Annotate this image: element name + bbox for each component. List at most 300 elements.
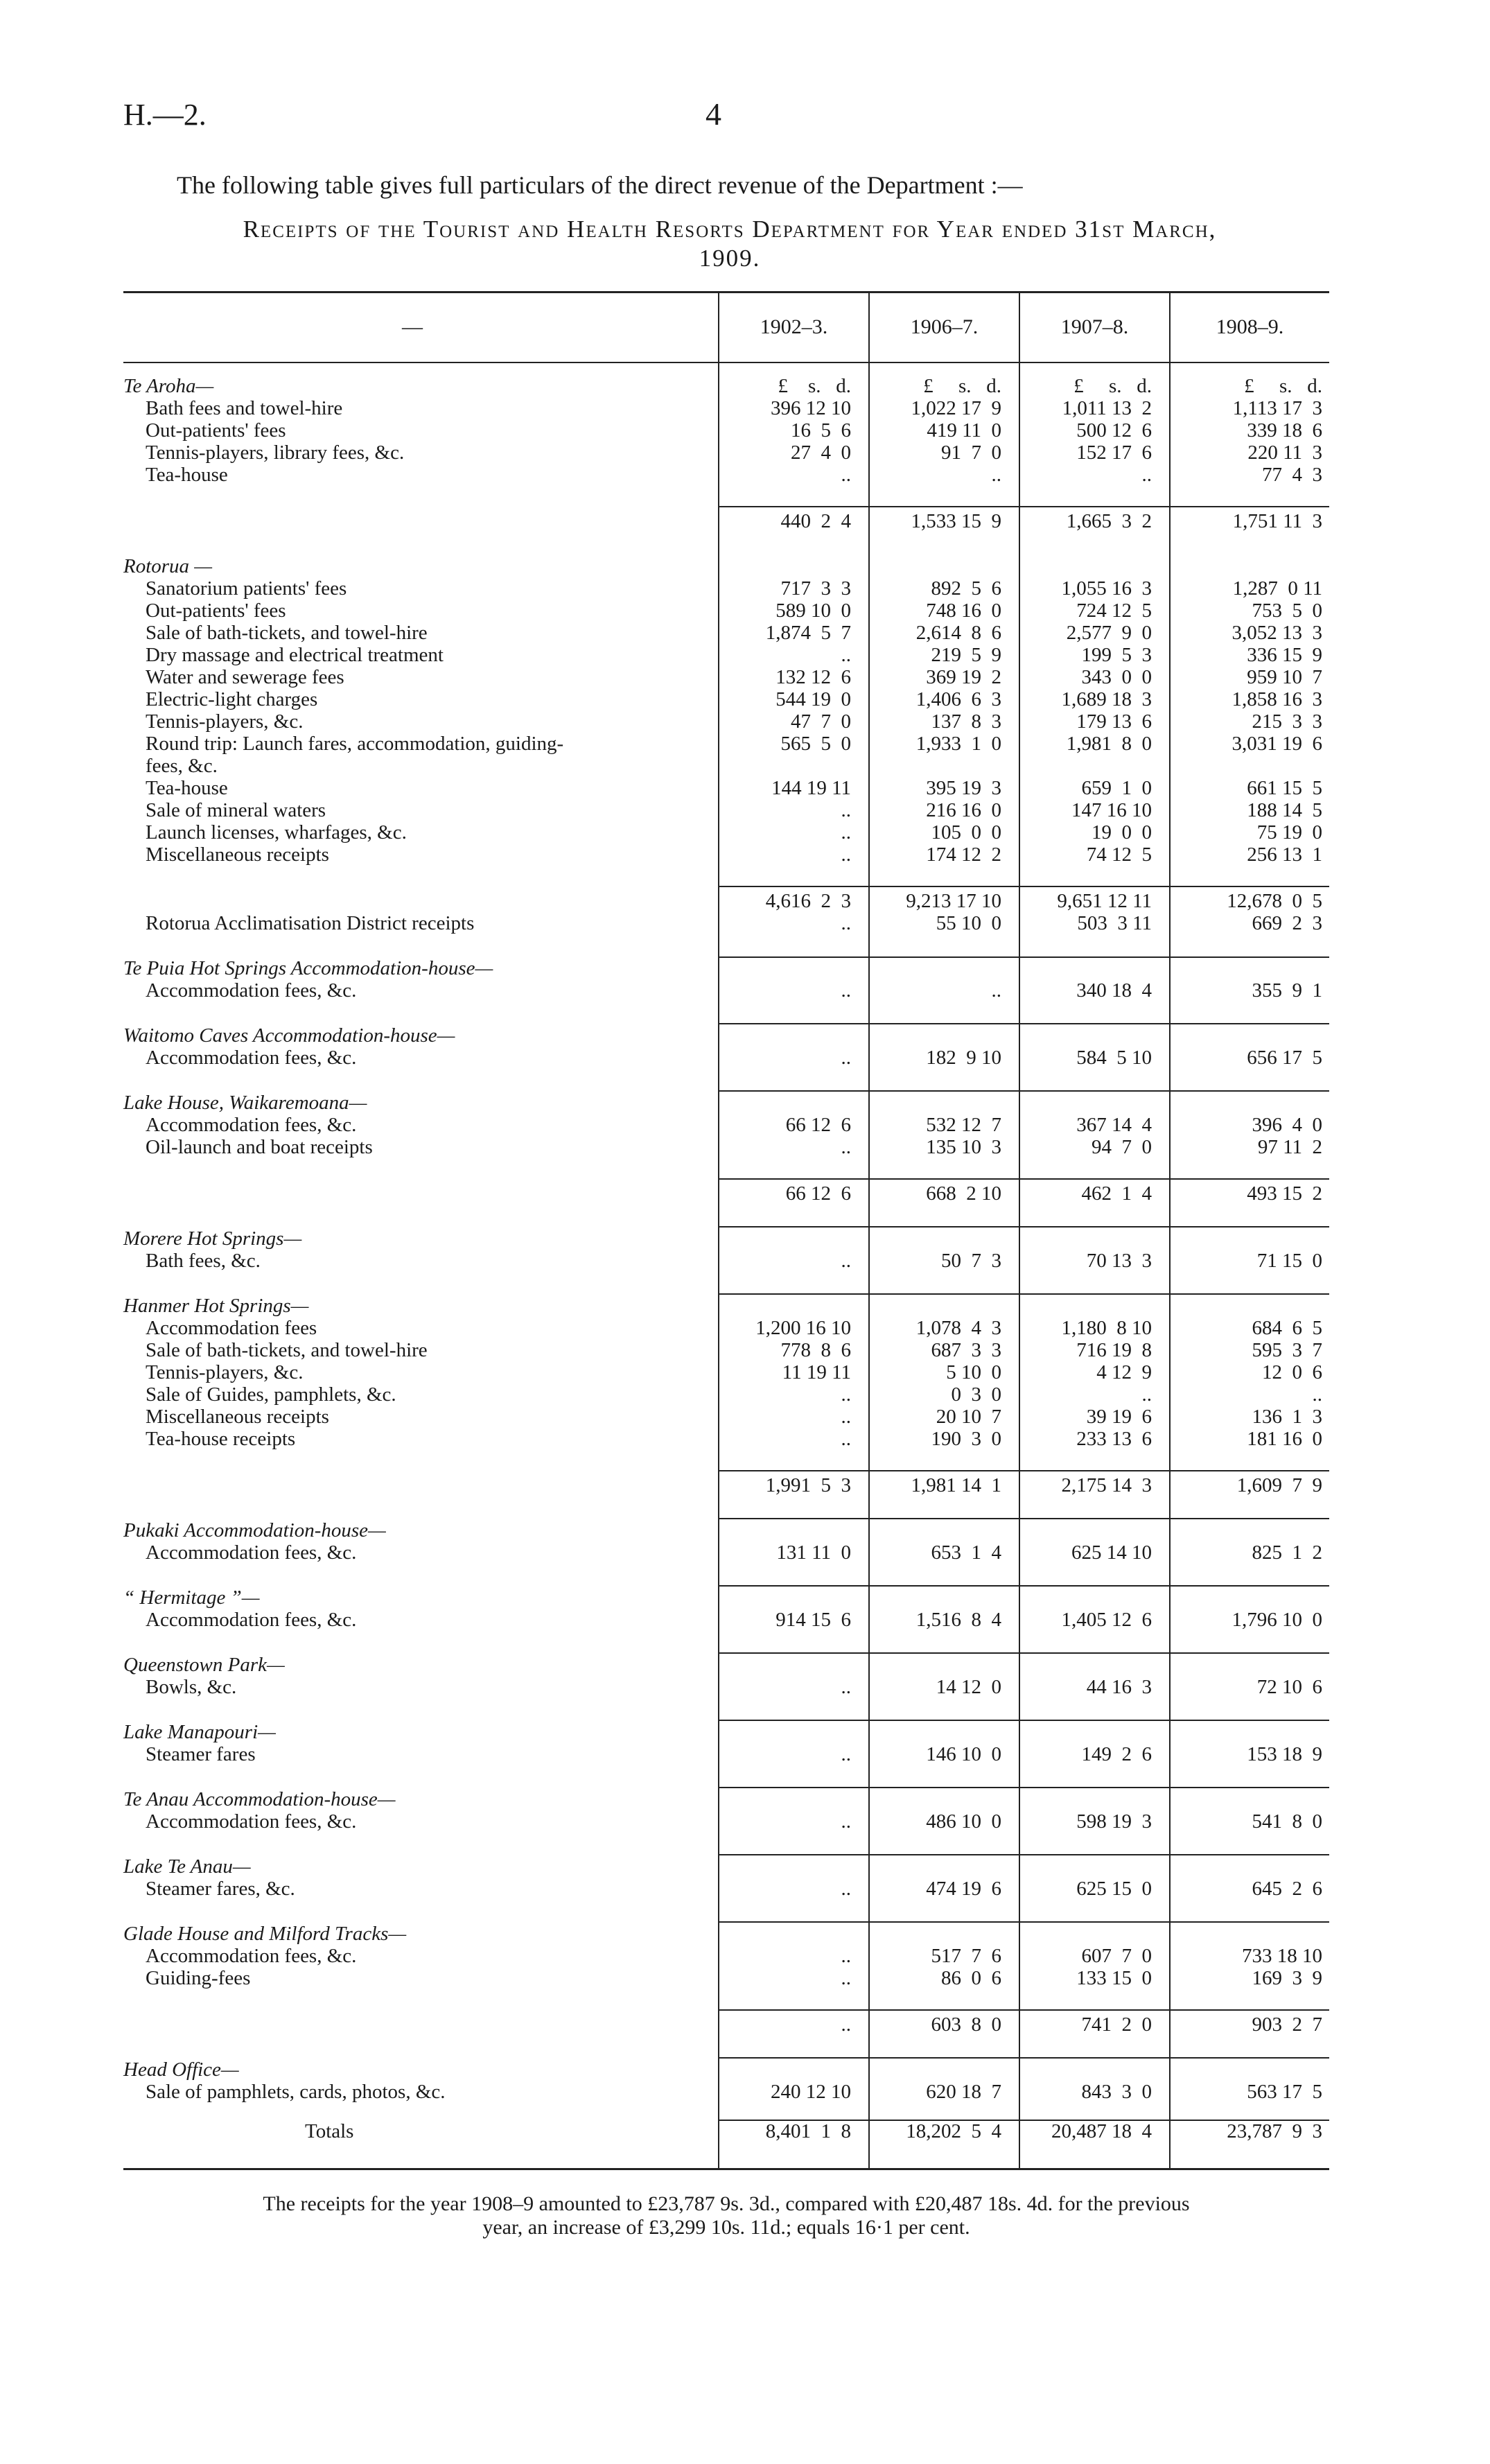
row-label: Tennis-players, &c.: [146, 710, 304, 733]
amount-cell: 589 10 0: [775, 600, 851, 622]
amount-cell: 645 2 6: [1252, 1878, 1322, 1900]
table-row: [0, 755, 1490, 777]
amount-cell: 20,487 18 4: [1051, 2120, 1152, 2142]
amount-cell: ..: [841, 1743, 851, 1765]
amount-cell: ..: [991, 464, 1001, 486]
row-label: Glade House and Milford Tracks—: [123, 1923, 407, 1945]
amount-cell: ..: [841, 1428, 851, 1450]
amount-cell: 153 18 9: [1247, 1743, 1322, 1765]
table-row: [0, 821, 1490, 844]
amount-cell: 541 8 0: [1252, 1810, 1322, 1833]
row-label: Sanatorium patients' fees: [146, 577, 347, 600]
table-row: [0, 1609, 1490, 1631]
amount-cell: 137 8 3: [931, 710, 1001, 733]
amount-cell: ..: [1141, 1383, 1152, 1406]
amount-cell: 1,406 6 3: [915, 688, 1001, 710]
amount-cell: ..: [841, 1136, 851, 1158]
amount-cell: £ s. d.: [923, 375, 1001, 397]
amount-cell: 1,533 15 9: [911, 510, 1001, 532]
amount-cell: 565 5 0: [780, 733, 851, 755]
row-label: Accommodation fees, &c.: [146, 1609, 357, 1631]
amount-cell: ..: [841, 1406, 851, 1428]
table-row: [0, 1383, 1490, 1406]
column-heading: 1902–3.: [760, 315, 828, 338]
table-row: [0, 844, 1490, 866]
row-label: Morere Hot Springs—: [123, 1227, 302, 1250]
page-reference: H.—2.: [123, 98, 207, 132]
amount-cell: ..: [841, 2013, 851, 2036]
amount-cell: 5 10 0: [946, 1361, 1001, 1383]
row-label: Accommodation fees, &c.: [146, 1047, 357, 1069]
row-label: Tennis-players, library fees, &c.: [146, 442, 405, 464]
amount-cell: 656 17 5: [1247, 1047, 1322, 1069]
amount-cell: 182 9 10: [926, 1047, 1001, 1069]
table-row: [0, 777, 1490, 799]
amount-cell: ..: [841, 979, 851, 1002]
amount-cell: 66 12 6: [785, 1182, 851, 1205]
amount-cell: 607 7 0: [1081, 1945, 1152, 1967]
amount-cell: 584 5 10: [1076, 1047, 1152, 1069]
row-label: Guiding-fees: [146, 1967, 251, 1989]
amount-cell: 369 19 2: [926, 666, 1001, 688]
amount-cell: 152 17 6: [1076, 442, 1152, 464]
row-label: Head Office—: [123, 2059, 239, 2081]
row-label: Water and sewerage fees: [146, 666, 344, 688]
row-label: Accommodation fees, &c.: [146, 1945, 357, 1967]
amount-cell: ..: [841, 1250, 851, 1272]
amount-cell: 748 16 0: [926, 600, 1001, 622]
row-label: Rotorua Acclimatisation District receipts: [146, 912, 475, 934]
table-row: [0, 1339, 1490, 1361]
amount-cell: 598 19 3: [1076, 1810, 1152, 1833]
table-row: [0, 1250, 1490, 1272]
section-heading-row: [0, 1024, 1490, 1047]
amount-cell: 892 5 6: [931, 577, 1001, 600]
amount-cell: 914 15 6: [775, 1609, 851, 1631]
amount-cell: 440 2 4: [780, 510, 851, 532]
amount-cell: 74 12 5: [1086, 844, 1152, 866]
amount-cell: 105 0 0: [931, 821, 1001, 844]
amount-cell: 4 12 9: [1096, 1361, 1152, 1383]
row-label: Sale of bath-tickets, and towel-hire: [146, 1339, 428, 1361]
table-row: [0, 2081, 1490, 2103]
amount-cell: 668 2 10: [926, 1182, 1001, 1205]
subtotal-row: [0, 1474, 1490, 1496]
amount-cell: 8,401 1 8: [765, 2120, 851, 2142]
amount-cell: 135 10 3: [926, 1136, 1001, 1158]
amount-cell: ..: [841, 799, 851, 821]
table-row: [0, 1361, 1490, 1383]
amount-cell: 343 0 0: [1081, 666, 1152, 688]
row-label: Sale of pamphlets, cards, photos, &c.: [146, 2081, 446, 2103]
section-heading-row: [0, 1788, 1490, 1810]
table-row: [0, 912, 1490, 934]
table-row: [0, 1406, 1490, 1428]
amount-cell: 1,078 4 3: [915, 1317, 1001, 1339]
intro-text: The following table gives full particulars of the direct revenue of the Department :—: [177, 171, 1023, 199]
amount-cell: 1,200 16 10: [755, 1317, 851, 1339]
table-title-line2: 1909.: [699, 245, 761, 272]
row-label: Accommodation fees, &c.: [146, 1810, 357, 1833]
row-label: Tennis-players, &c.: [146, 1361, 304, 1383]
table-row: [0, 710, 1490, 733]
row-label: Lake House, Waikaremoana—: [123, 1092, 367, 1114]
subtotal-row: [0, 2013, 1490, 2036]
table-row: [0, 464, 1490, 486]
table-row: [0, 1945, 1490, 1967]
section-heading-row: [0, 1587, 1490, 1609]
amount-cell: 625 15 0: [1076, 1878, 1152, 1900]
amount-cell: 1,751 11 3: [1232, 510, 1322, 532]
amount-cell: 1,796 10 0: [1232, 1609, 1322, 1631]
amount-cell: £ s. d.: [778, 375, 851, 397]
amount-cell: 44 16 3: [1086, 1676, 1152, 1698]
table-title-line1: Receipts of the Tourist and Health Resorts Department for Year ended 31st March,: [243, 216, 1217, 243]
amount-cell: 220 11 3: [1247, 442, 1322, 464]
amount-cell: 14 12 0: [936, 1676, 1001, 1698]
amount-cell: 659 1 0: [1081, 777, 1152, 799]
amount-cell: ..: [841, 1047, 851, 1069]
amount-cell: 2,577 9 0: [1066, 622, 1152, 644]
section-heading-row: [0, 1855, 1490, 1878]
amount-cell: 1,287 0 11: [1232, 577, 1322, 600]
amount-cell: 12 0 6: [1262, 1361, 1322, 1383]
footer-line1: The receipts for the year 1908–9 amounted to £23,787 9s. 3d., compared with £20,487 18s. 4d. for the previous: [263, 2192, 1190, 2215]
amount-cell: 190 3 0: [931, 1428, 1001, 1450]
amount-cell: 395 19 3: [926, 777, 1001, 799]
amount-cell: 339 18 6: [1247, 419, 1322, 442]
amount-cell: 1,011 13 2: [1062, 397, 1152, 419]
amount-cell: 233 13 6: [1076, 1428, 1152, 1450]
amount-cell: 1,981 14 1: [911, 1474, 1001, 1496]
amount-cell: 144 19 11: [771, 777, 851, 799]
amount-cell: 86 0 6: [941, 1967, 1001, 1989]
amount-cell: 843 3 0: [1081, 2081, 1152, 2103]
amount-cell: 396 4 0: [1252, 1114, 1322, 1136]
amount-cell: 778 8 6: [780, 1339, 851, 1361]
section-heading-row: [0, 1519, 1490, 1541]
row-label: Te Aroha—: [123, 375, 214, 397]
row-label: Miscellaneous receipts: [146, 844, 329, 866]
amount-cell: 532 12 7: [926, 1114, 1001, 1136]
row-label: Waitomo Caves Accommodation-house—: [123, 1024, 455, 1047]
amount-cell: 959 10 7: [1247, 666, 1322, 688]
table-row: [0, 419, 1490, 442]
row-label: Queenstown Park—: [123, 1654, 285, 1676]
amount-cell: 336 15 9: [1247, 644, 1322, 666]
row-label: Bath fees, &c.: [146, 1250, 261, 1272]
row-label: Electric-light charges: [146, 688, 318, 710]
amount-cell: 55 10 0: [936, 912, 1001, 934]
amount-cell: ..: [991, 979, 1001, 1002]
row-label: Bath fees and towel-hire: [146, 397, 343, 419]
amount-cell: 27 4 0: [791, 442, 851, 464]
amount-cell: ..: [841, 1676, 851, 1698]
amount-cell: 544 19 0: [775, 688, 851, 710]
table-row: [0, 1878, 1490, 1900]
amount-cell: 716 19 8: [1076, 1339, 1152, 1361]
row-label: “ Hermitage ”—: [123, 1587, 260, 1609]
amount-cell: 215 3 3: [1252, 710, 1322, 733]
section-heading-row: [0, 1654, 1490, 1676]
row-label: Steamer fares: [146, 1743, 256, 1765]
amount-cell: 517 7 6: [931, 1945, 1001, 1967]
row-label: Te Puia Hot Springs Accommodation-house—: [123, 957, 493, 979]
amount-cell: ..: [841, 844, 851, 866]
row-label: Accommodation fees, &c.: [146, 1114, 357, 1136]
amount-cell: 3,052 13 3: [1232, 622, 1322, 644]
amount-cell: 563 17 5: [1247, 2081, 1322, 2103]
amount-cell: 625 14 10: [1071, 1541, 1152, 1564]
table-row: [0, 397, 1490, 419]
amount-cell: 9,651 12 11: [1057, 890, 1152, 912]
amount-cell: 486 10 0: [926, 1810, 1001, 1833]
amount-cell: 724 12 5: [1076, 600, 1152, 622]
amount-cell: 474 19 6: [926, 1878, 1001, 1900]
amount-cell: 133 15 0: [1076, 1967, 1152, 1989]
amount-cell: 4,616 2 3: [765, 890, 851, 912]
table-row: [0, 666, 1490, 688]
table-row: [0, 688, 1490, 710]
table-row: [0, 1743, 1490, 1765]
amount-cell: 503 3 11: [1077, 912, 1152, 934]
subtotal-row: [0, 890, 1490, 912]
amount-cell: 367 14 4: [1076, 1114, 1152, 1136]
amount-cell: 355 9 1: [1252, 979, 1322, 1002]
amount-cell: 1,516 8 4: [915, 1609, 1001, 1631]
section-heading-row: [0, 1092, 1490, 1114]
row-label: Accommodation fees, &c.: [146, 979, 357, 1002]
table-row: [0, 733, 1490, 755]
row-label: Steamer fares, &c.: [146, 1878, 295, 1900]
section-heading-row: [0, 555, 1490, 577]
row-label: Tea-house receipts: [146, 1428, 296, 1450]
section-heading-row: [0, 1721, 1490, 1743]
row-label: Tea-house: [146, 464, 228, 486]
amount-cell: ..: [841, 1810, 851, 1833]
table-row: [0, 1047, 1490, 1069]
amount-cell: 1,933 1 0: [915, 733, 1001, 755]
row-label: Hanmer Hot Springs—: [123, 1295, 309, 1317]
row-label: Sale of Guides, pamphlets, &c.: [146, 1383, 396, 1406]
table-row: [0, 600, 1490, 622]
row-label: Miscellaneous receipts: [146, 1406, 329, 1428]
amount-cell: 94 7 0: [1092, 1136, 1152, 1158]
amount-cell: 462 1 4: [1081, 1182, 1152, 1205]
amount-cell: 493 15 2: [1247, 1182, 1322, 1205]
amount-cell: 9,213 17 10: [906, 890, 1001, 912]
row-label: Rotorua —: [123, 555, 213, 577]
row-label: Oil-launch and boat receipts: [146, 1136, 373, 1158]
section-heading-row: [0, 1295, 1490, 1317]
amount-cell: 132 12 6: [775, 666, 851, 688]
amount-cell: 340 18 4: [1076, 979, 1152, 1002]
amount-cell: 70 13 3: [1086, 1250, 1152, 1272]
row-label: fees, &c.: [146, 755, 218, 777]
amount-cell: 1,055 16 3: [1061, 577, 1152, 600]
table-row: [0, 644, 1490, 666]
amount-cell: 39 19 6: [1086, 1406, 1152, 1428]
row-label: Lake Te Anau—: [123, 1855, 251, 1878]
amount-cell: 72 10 6: [1256, 1676, 1322, 1698]
column-heading: 1907–8.: [1060, 315, 1129, 338]
amount-cell: ..: [841, 464, 851, 486]
section-heading-row: [0, 375, 1490, 397]
amount-cell: £ s. d.: [1073, 375, 1152, 397]
amount-cell: 1,405 12 6: [1061, 1609, 1152, 1631]
amount-cell: 19 0 0: [1092, 821, 1152, 844]
amount-cell: 174 12 2: [926, 844, 1001, 866]
row-label: Lake Manapouri—: [123, 1721, 276, 1743]
amount-cell: 256 13 1: [1247, 844, 1322, 866]
amount-cell: 136 1 3: [1252, 1406, 1322, 1428]
section-heading-row: [0, 1923, 1490, 1945]
amount-cell: ..: [841, 912, 851, 934]
row-label: Pukaki Accommodation-house—: [123, 1519, 386, 1541]
section-heading-row: [0, 957, 1490, 979]
table-row: [0, 1541, 1490, 1564]
amount-cell: 18,202 5 4: [906, 2120, 1001, 2142]
amount-cell: 50 7 3: [941, 1250, 1001, 1272]
amount-cell: 199 5 3: [1081, 644, 1152, 666]
amount-cell: 3,031 19 6: [1232, 733, 1322, 755]
amount-cell: 684 6 5: [1252, 1317, 1322, 1339]
amount-cell: 16 5 6: [791, 419, 851, 442]
amount-cell: 595 3 7: [1252, 1339, 1322, 1361]
amount-cell: ..: [841, 821, 851, 844]
amount-cell: 661 15 5: [1247, 777, 1322, 799]
row-label: Round trip: Launch fares, accommodation, guiding-: [146, 733, 564, 755]
amount-cell: 1,874 5 7: [765, 622, 851, 644]
table-row: [0, 979, 1490, 1002]
amount-cell: 12,678 0 5: [1227, 890, 1322, 912]
amount-cell: 66 12 6: [785, 1114, 851, 1136]
amount-cell: 77 4 3: [1262, 464, 1322, 486]
table-row: [0, 1317, 1490, 1339]
column-heading: 1906–7.: [910, 315, 979, 338]
amount-cell: 1,858 16 3: [1232, 688, 1322, 710]
amount-cell: 1,665 3 2: [1066, 510, 1152, 532]
amount-cell: 620 18 7: [926, 2081, 1001, 2103]
amount-cell: ..: [841, 1878, 851, 1900]
table-row: [0, 1810, 1490, 1833]
table-row: [0, 1114, 1490, 1136]
table-row: [0, 1676, 1490, 1698]
table-row: [0, 1428, 1490, 1450]
table-row: [0, 577, 1490, 600]
amount-cell: 1,609 7 9: [1236, 1474, 1322, 1496]
subtotal-row: [0, 1182, 1490, 1205]
amount-cell: 169 3 9: [1252, 1967, 1322, 1989]
table-row: [0, 442, 1490, 464]
amount-cell: 669 2 3: [1252, 912, 1322, 934]
amount-cell: 1,180 8 10: [1061, 1317, 1152, 1339]
amount-cell: 2,175 14 3: [1061, 1474, 1152, 1496]
section-heading-row: [0, 2059, 1490, 2081]
row-label: Totals: [305, 2120, 354, 2142]
section-heading-row: [0, 1227, 1490, 1250]
amount-cell: ..: [841, 644, 851, 666]
amount-cell: 11 19 11: [782, 1361, 851, 1383]
amount-cell: 825 1 2: [1252, 1541, 1322, 1564]
row-label: Out-patients' fees: [146, 419, 286, 442]
amount-cell: 20 10 7: [936, 1406, 1001, 1428]
amount-cell: ..: [841, 1967, 851, 1989]
row-label: Launch licenses, wharfages, &c.: [146, 821, 407, 844]
amount-cell: 179 13 6: [1076, 710, 1152, 733]
amount-cell: ..: [841, 1383, 851, 1406]
amount-cell: 419 11 0: [927, 419, 1001, 442]
amount-cell: 240 12 10: [771, 2081, 851, 2103]
row-label: Te Anau Accommodation-house—: [123, 1788, 396, 1810]
amount-cell: 903 2 7: [1252, 2013, 1322, 2036]
amount-cell: 1,022 17 9: [911, 397, 1001, 419]
row-label: Sale of bath-tickets, and towel-hire: [146, 622, 428, 644]
amount-cell: ..: [1312, 1383, 1322, 1406]
footer-line2: year, an increase of £3,299 10s. 11d.; equals 16·1 per cent.: [482, 2216, 970, 2239]
amount-cell: 219 5 9: [931, 644, 1001, 666]
amount-cell: £ s. d.: [1244, 375, 1322, 397]
amount-cell: 131 11 0: [776, 1541, 851, 1564]
row-label: Accommodation fees: [146, 1317, 317, 1339]
row-label: Bowls, &c.: [146, 1676, 237, 1698]
amount-cell: 500 12 6: [1076, 419, 1152, 442]
amount-cell: 653 1 4: [931, 1541, 1001, 1564]
table-row: [0, 1967, 1490, 1989]
amount-cell: 2,614 8 6: [915, 622, 1001, 644]
amount-cell: 71 15 0: [1256, 1250, 1322, 1272]
amount-cell: 181 16 0: [1247, 1428, 1322, 1450]
amount-cell: 188 14 5: [1247, 799, 1322, 821]
page-number: 4: [705, 96, 721, 132]
row-label: Out-patients' fees: [146, 600, 286, 622]
amount-cell: 1,689 18 3: [1061, 688, 1152, 710]
amount-cell: 75 19 0: [1256, 821, 1322, 844]
table-row: [0, 622, 1490, 644]
amount-cell: 603 8 0: [931, 2013, 1001, 2036]
subtotal-row: [0, 510, 1490, 532]
amount-cell: ..: [1141, 464, 1152, 486]
amount-cell: 91 7 0: [941, 442, 1001, 464]
amount-cell: 97 11 2: [1257, 1136, 1322, 1158]
table-row: [0, 1136, 1490, 1158]
amount-cell: 733 18 10: [1242, 1945, 1322, 1967]
amount-cell: 1,113 17 3: [1232, 397, 1322, 419]
amount-cell: 216 16 0: [926, 799, 1001, 821]
amount-cell: 753 5 0: [1252, 600, 1322, 622]
corner-heading: —: [402, 315, 423, 338]
amount-cell: 717 3 3: [780, 577, 851, 600]
amount-cell: 23,787 9 3: [1227, 2120, 1322, 2142]
amount-cell: 149 2 6: [1081, 1743, 1152, 1765]
amount-cell: 47 7 0: [791, 710, 851, 733]
amount-cell: 1,991 5 3: [765, 1474, 851, 1496]
table-row: [0, 799, 1490, 821]
amount-cell: 687 3 3: [931, 1339, 1001, 1361]
amount-cell: 741 2 0: [1081, 2013, 1152, 2036]
row-label: Accommodation fees, &c.: [146, 1541, 357, 1564]
subtotal-row: [0, 2120, 1490, 2142]
amount-cell: 0 3 0: [951, 1383, 1001, 1406]
row-label: Tea-house: [146, 777, 228, 799]
column-heading: 1908–9.: [1216, 315, 1284, 338]
footer-note: [123, 2192, 1329, 2239]
amount-cell: 1,981 8 0: [1066, 733, 1152, 755]
amount-cell: 147 16 10: [1071, 799, 1152, 821]
row-label: Sale of mineral waters: [146, 799, 326, 821]
amount-cell: 146 10 0: [926, 1743, 1001, 1765]
row-label: Dry massage and electrical treatment: [146, 644, 444, 666]
